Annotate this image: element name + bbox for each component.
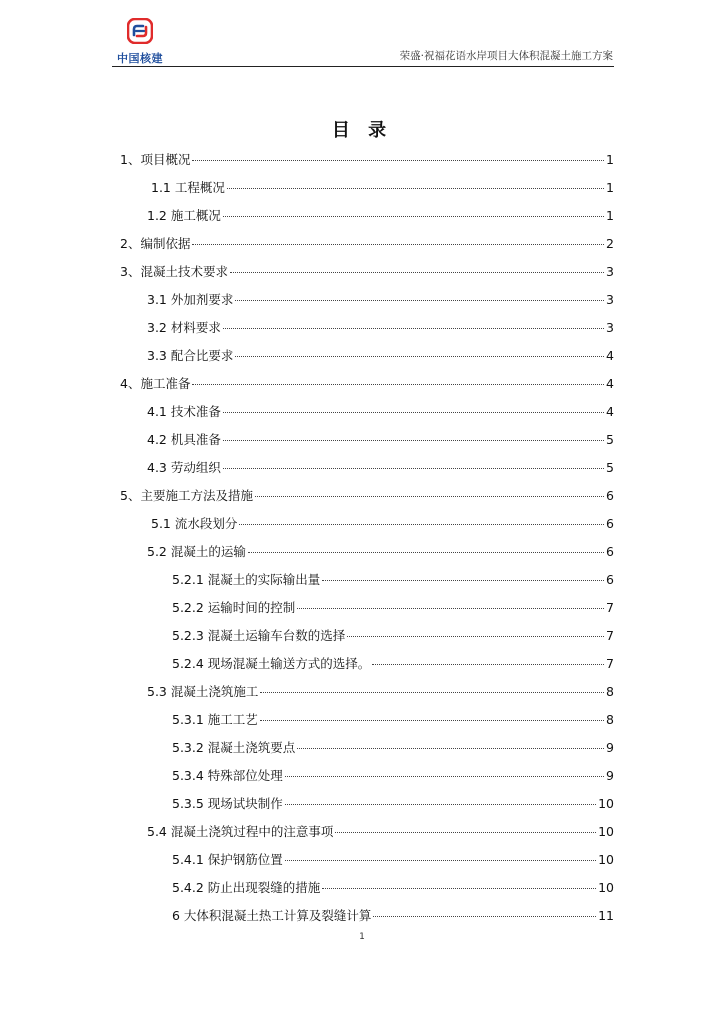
dot-leader: [322, 888, 596, 889]
toc-entry-page: 1: [606, 180, 614, 195]
toc-entry-page: 4: [606, 348, 614, 363]
toc-entry-page: 7: [606, 656, 614, 671]
toc-entry-label: 1、项目概况: [120, 152, 191, 167]
toc-entry-page: 9: [606, 740, 614, 755]
dot-leader: [227, 188, 604, 189]
dot-leader: [192, 244, 604, 245]
dot-leader: [335, 832, 596, 833]
toc-entry[interactable]: [120, 846, 614, 874]
dot-leader: [285, 860, 596, 861]
toc-entry-label: 4、施工准备: [120, 376, 191, 391]
toc-entry-label: 5.1 流水段划分: [151, 516, 238, 531]
dot-leader: [192, 384, 604, 385]
dot-leader: [223, 468, 604, 469]
toc-entry[interactable]: [120, 174, 614, 202]
toc-entry-label: 2、编制依据: [120, 236, 191, 251]
toc-entry-label: 4.2 机具准备: [147, 432, 221, 447]
toc-entry[interactable]: [120, 454, 614, 482]
toc-entry-label: 5.2.2 运输时间的控制: [172, 600, 296, 615]
toc-entry-page: 3: [606, 292, 614, 307]
dot-leader: [248, 552, 604, 553]
toc-entry-page: 7: [606, 600, 614, 615]
toc-entry-page: 4: [606, 376, 614, 391]
toc-entry-label: 5.3.1 施工工艺: [172, 712, 258, 727]
document-header-title: 荣盛·祝福花语水岸项目大体积混凝土施工方案: [399, 50, 613, 62]
dot-leader: [372, 664, 604, 665]
toc-entry-page: 6: [606, 544, 614, 559]
toc-entry-page: 9: [606, 768, 614, 783]
toc-entry[interactable]: [120, 314, 614, 342]
toc-entry[interactable]: [120, 146, 614, 174]
toc-entry-page: 10: [598, 880, 614, 895]
toc-entry-label: 3.2 材料要求: [147, 320, 221, 335]
toc-entry[interactable]: [120, 734, 614, 762]
page-number: 1: [359, 932, 365, 942]
toc-entry[interactable]: [120, 594, 614, 622]
toc-entry-page: 3: [606, 320, 614, 335]
toc-entry-label: 3.3 配合比要求: [147, 348, 234, 363]
dot-leader: [239, 524, 604, 525]
company-logo: [112, 18, 168, 66]
toc-entry[interactable]: [120, 678, 614, 706]
toc-entry[interactable]: [120, 818, 614, 846]
toc-entry[interactable]: [120, 622, 614, 650]
toc-entry[interactable]: [120, 482, 614, 510]
toc-entry-page: 5: [606, 460, 614, 475]
dot-leader: [260, 720, 604, 721]
header-divider: [112, 66, 614, 67]
toc-entry-page: 10: [598, 824, 614, 839]
toc-entry-label: 5.3.5 现场试块制作: [172, 796, 283, 811]
toc-entry-page: 10: [598, 796, 614, 811]
toc-entry-label: 5.3.2 混凝土浇筑要点: [172, 740, 296, 755]
dot-leader: [235, 300, 604, 301]
toc-entry-page: 8: [606, 712, 614, 727]
toc-entry[interactable]: [120, 566, 614, 594]
toc-entry-label: 1.2 施工概况: [147, 208, 221, 223]
toc-entry[interactable]: [120, 538, 614, 566]
toc-entry-label: 5.3 混凝土浇筑施工: [147, 684, 259, 699]
dot-leader: [223, 412, 604, 413]
toc-entry-label: 5.3.4 特殊部位处理: [172, 768, 283, 783]
toc-entry[interactable]: [120, 510, 614, 538]
toc-entry-page: 1: [606, 152, 614, 167]
dot-leader: [285, 776, 604, 777]
toc-entry-label: 3、混凝土技术要求: [120, 264, 228, 279]
toc-entry-page: 4: [606, 404, 614, 419]
toc-entry-page: 6: [606, 488, 614, 503]
toc-entry-page: 5: [606, 432, 614, 447]
toc-entry[interactable]: [120, 258, 614, 286]
toc-entry-page: 2: [606, 236, 614, 251]
toc-entry-label: 5.4 混凝土浇筑过程中的注意事项: [147, 824, 334, 839]
toc-entry-label: 5、主要施工方法及措施: [120, 488, 253, 503]
toc-entry[interactable]: [120, 874, 614, 902]
toc-entry[interactable]: [120, 230, 614, 258]
toc-entry[interactable]: [120, 706, 614, 734]
toc-entry[interactable]: [120, 370, 614, 398]
toc-entry-page: 3: [606, 264, 614, 279]
toc-entry-label: 5.2.1 混凝土的实际输出量: [172, 572, 321, 587]
toc-entry-label: 4.3 劳动组织: [147, 460, 221, 475]
dot-leader: [297, 608, 604, 609]
toc-entry[interactable]: [120, 398, 614, 426]
dot-leader: [230, 272, 604, 273]
dot-leader: [322, 580, 604, 581]
toc-entry[interactable]: [120, 902, 614, 930]
toc-entry[interactable]: [120, 650, 614, 678]
toc-entry-label: 5.2.4 现场混凝土输送方式的选择。: [172, 656, 371, 671]
toc-entry-page: 10: [598, 852, 614, 867]
toc-entry[interactable]: [120, 762, 614, 790]
toc-entry[interactable]: [120, 202, 614, 230]
toc-entry-page: 8: [606, 684, 614, 699]
toc-entry-label: 5.4.2 防止出现裂缝的措施: [172, 880, 321, 895]
dot-leader: [255, 496, 604, 497]
toc-entry-label: 6 大体积混凝土热工计算及裂缝计算: [172, 908, 372, 923]
dot-leader: [223, 440, 604, 441]
toc-entry[interactable]: [120, 790, 614, 818]
cnec-logo-icon: [127, 18, 153, 44]
table-of-contents: [120, 146, 614, 930]
toc-entry-label: 3.1 外加剂要求: [147, 292, 234, 307]
dot-leader: [223, 328, 604, 329]
toc-entry-label: 4.1 技术准备: [147, 404, 221, 419]
toc-entry[interactable]: [120, 426, 614, 454]
toc-heading: 目 录: [331, 120, 393, 141]
toc-entry-page: 1: [606, 208, 614, 223]
dot-leader: [260, 692, 604, 693]
toc-entry-label: 5.4.1 保护钢筋位置: [172, 852, 283, 867]
dot-leader: [373, 916, 596, 917]
dot-leader: [347, 636, 604, 637]
dot-leader: [223, 216, 604, 217]
dot-leader: [285, 804, 596, 805]
dot-leader: [192, 160, 604, 161]
toc-entry[interactable]: [120, 286, 614, 314]
toc-entry-page: 11: [598, 908, 614, 923]
toc-entry-label: 5.2.3 混凝土运输车台数的选择: [172, 628, 346, 643]
dot-leader: [297, 748, 604, 749]
toc-entry-label: 5.2 混凝土的运输: [147, 544, 246, 559]
toc-entry-page: 6: [606, 572, 614, 587]
toc-entry-label: 1.1 工程概况: [151, 180, 225, 195]
toc-entry-page: 6: [606, 516, 614, 531]
logo-text: 中国核建: [117, 52, 163, 65]
toc-entry[interactable]: [120, 342, 614, 370]
toc-entry-page: 7: [606, 628, 614, 643]
dot-leader: [235, 356, 604, 357]
